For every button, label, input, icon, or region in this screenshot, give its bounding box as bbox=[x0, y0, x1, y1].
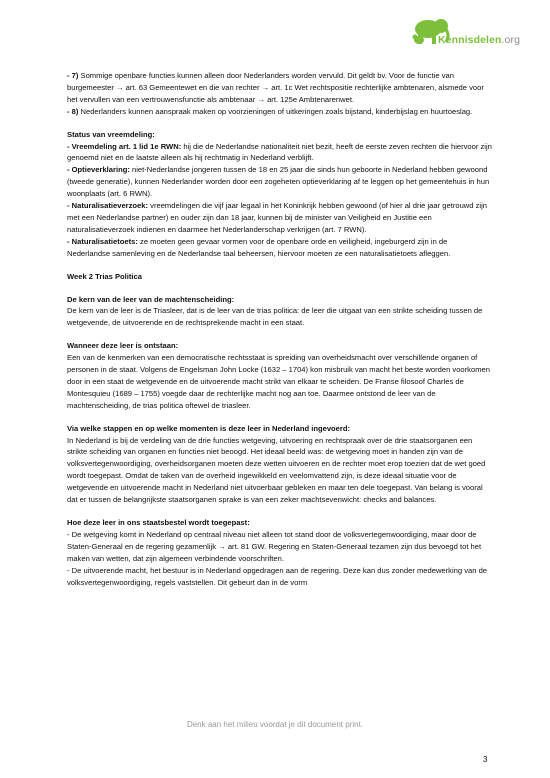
section-heading: Wanneer deze leer is ontstaan: bbox=[67, 341, 179, 351]
section-heading: De kern van de leer van de machtenscheiding: bbox=[67, 294, 235, 304]
footer-note: Denk aan het milieu voordat je dit document print. bbox=[186, 720, 364, 729]
page-number: 3 bbox=[483, 755, 488, 764]
intro-item-8: - 8) Nederlanders kunnen aanspraak maken op voorzieningen of uitkeringen zoals bijstand, kinderbijslag en huurtoeslag. bbox=[67, 106, 473, 116]
status-item: - Naturalisatieverzoek: vreemdelingen die vijf jaar legaal in het Koninkrijk hebben gewoond (of hier al drie jaar getrouwd zijn met een Nederlandse partner) en ouder zijn dan 18 jaar, kunnen bij de minister van Veiligheid en Justitie een naturalisatieverzoek indienen en daarmee het Nederlanderschap verkrijgen (art. 7 RWN). bbox=[67, 201, 488, 234]
section-body: De kern van de leer is de Triasleer, dat is de leer van de trias politica: de leer die uitgaat van een strikte scheiding tussen de wetgevende, de uitvoerende en de rechtsprekende macht in een staat. bbox=[67, 306, 483, 328]
list-item: - De wetgeving komt in Nederland op centraal niveau niet alleen tot stand door de volksvertegenwoordiging, maar door de Staten-Generaal en de regering gezamenlijk → art. 81 GW. Regering en Staten-Generaal tezamen zijn dus bevoegd tot het maken van wetten, dat zijn algemeen verbindende voorschriften. bbox=[67, 529, 482, 563]
week-heading: Week 2 Trias Politica bbox=[67, 271, 142, 281]
status-item: - Optieverklaring: niet-Nederlandse jongeren tussen de 18 en 25 jaar die sinds hun geboorte in Nederland hebben gewoond (tweede generatie), kunnen Nederlander worden door een zogeheten optieverklaring af te leggen op het gemeentehuis in hun woonplaats (art. 6 RWN). bbox=[67, 165, 490, 199]
logo-brand: Kennisdelen bbox=[438, 34, 502, 46]
section-body: Een van de kenmerken van een democratische rechtsstaat is spreiding van overheidsmacht over verschillende organen of personen in de staat. Volgens de Engelsman John Locke (1632 – 1704) kon misbruik van macht het beste worden voorkomen door in een staat de wetgevende en de uitvoerende macht strikt van elkaar te scheiden. De Franse filosoof Charles de Montesquieu (1689 – 1755) voegde daar de rechterlijke macht nog aan toe. Daarmee ontstond de leer van de machtenscheiding, de trias politica oftewel de triasleer. bbox=[67, 353, 490, 410]
list-item: - De uitvoerende macht, het bestuur is in Nederland opgedragen aan de regering. Deze kan dus zonder medewerking van de volksvertegenwoordiging, regels vaststellen. Dit gebeurt dan in de vorm bbox=[67, 565, 488, 587]
section-heading: Hoe deze leer in ons staatsbestel wordt toegepast: bbox=[67, 518, 250, 527]
section-heading: Via welke stappen en op welke momenten is deze leer in Nederland ingevoerd: bbox=[67, 423, 351, 433]
intro-item-7: - 7) Sommige openbare functies kunnen alleen door Nederlanders worden vervuld. Dit geldt bv. Voor de functie van burgemeester → art. 63 Gemeentewet en die van rechter → art. 1c Wet rechtspositie rechterlijke ambtenaren, alsmede voor het vervullen van een vertrouwensfunctie als ambtenaar → art. 125e Ambtenarenwet. bbox=[67, 71, 484, 104]
status-item: - Vreemdeling art. 1 lid 1e RWN: hij die de Nederlandse nationaliteit niet bezit, heeft de eerste zeven rechten die hiervoor zijn genoemd niet en de laatste alleen als hij rechtmatig in Nederland verblijft. bbox=[67, 141, 492, 163]
logo-tld: .org bbox=[501, 34, 521, 46]
kennisdelen-logo bbox=[408, 16, 528, 56]
section-body: In Nederland is bij de verdeling van de drie functies wetgeving, uitvoering en rechtspraak over de drie staatsorganen een strikte scheiding van organen en functies niet beoogd. Het ideaal beeld was: de wetgeving moet in handen zijn van de volksvertegenwoordiging, overheidsorganen moeten deze wetten uitvoeren en de rechter moet erop toezien dat de wet goed wordt toegepast. Omdat de taken van de overheid ingewikkeld en veelomvattend zijn, is deze ideaal situatie voor de wetgevende en uitvoerende macht in Nederland niet uitvoerbaar gebleken en maar ten dele toegepast. Van belang is vooral dat er tussen de belangrijkste staatsorganen sprake is van een zeker machtsevenwicht: checks and balances. bbox=[67, 435, 486, 505]
document-body bbox=[67, 70, 492, 588]
status-item: - Naturalisatietoets: ze moeten geen gevaar vormen voor de openbare orde en veiligheid, ingeburgerd zijn in de Nederlandse samenleving en de Nederlandse taal beheersen, hiervoor moeten ze een naturalisatietoets afleggen. bbox=[67, 236, 451, 258]
status-heading: Status van vreemdeling: bbox=[67, 129, 155, 139]
